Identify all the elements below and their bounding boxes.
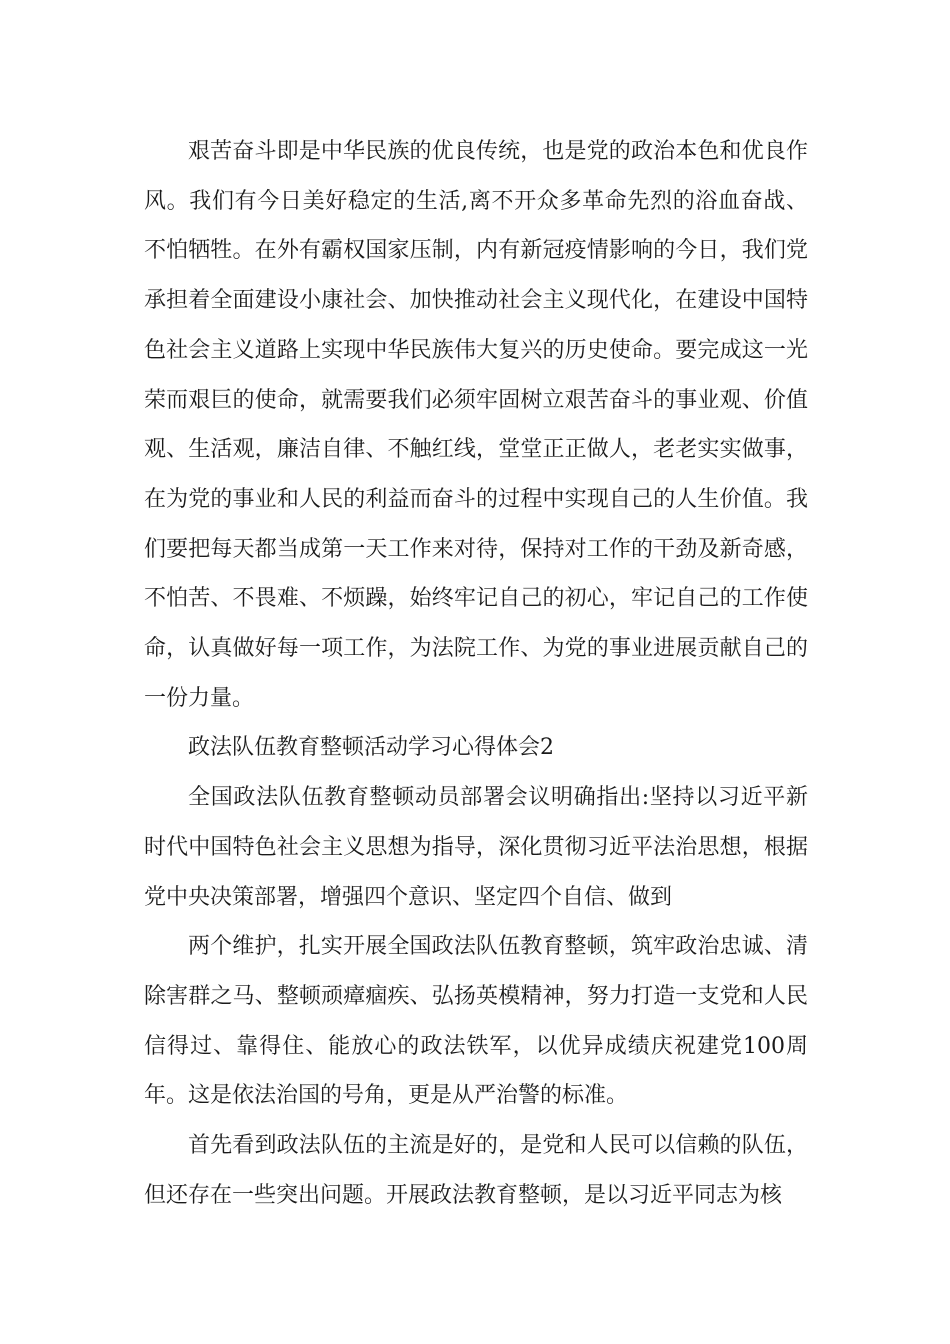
section-heading: 政法队伍教育整顿活动学习心得体会2 (188, 735, 554, 761)
paragraph-conference: 全国政法队伍教育整顿动员部署会议明确指出:坚持以习近平新时代中国特色社会主义思想为指导，深化贯彻习近平法治思想，根据党中央决策部署，增强四个意识、坚定四个自信、做到 (144, 785, 808, 910)
document-body (144, 127, 808, 1220)
paragraph-mainstream: 首先看到政法队伍的主流是好的，是党和人民可以信赖的队伍，但还存在一些突出问题。开展政法教育整顿，是以习近平同志为核 (144, 1133, 808, 1208)
paragraph-two-safeguards: 两个维护，扎实开展全国政法队伍教育整顿，筑牢政治忠诚、清除害群之马、整顿顽瘴痼疾、弘扬英模精神，努力打造一支党和人民信得过、靠得住、能放心的政法铁军，以优异成绩庆祝建党100周年。这是依法治国的号角，更是从严治警的标准。 (144, 934, 808, 1109)
paragraph-hard-work: 艰苦奋斗即是中华民族的优良传统，也是党的政治本色和优良作风。我们有今日美好稳定的生活,离不开众多革命先烈的浴血奋战、不怕牺牲。在外有霸权国家压制，内有新冠疫情影响的今日，我们党承担着全面建设小康社会、加快推动社会主义现代化，在建设中国特色社会主义道路上实现中华民族伟大复兴的历史使命。要完成这一光荣而艰巨的使命，就需要我们必须牢固树立艰苦奋斗的事业观、价值观、生活观，廉洁自律、不触红线，堂堂正正做人，老老实实做事，在为党的事业和人民的利益而奋斗的过程中实现自己的人生价值。我们要把每天都当成第一天工作来对待，保持对工作的干劲及新奇感，不怕苦、不畏难、不烦躁，始终牢记自己的初心，牢记自己的工作使命，认真做好每一项工作，为法院工作、为党的事业进展贡献自己的一份力量。 (144, 139, 808, 711)
